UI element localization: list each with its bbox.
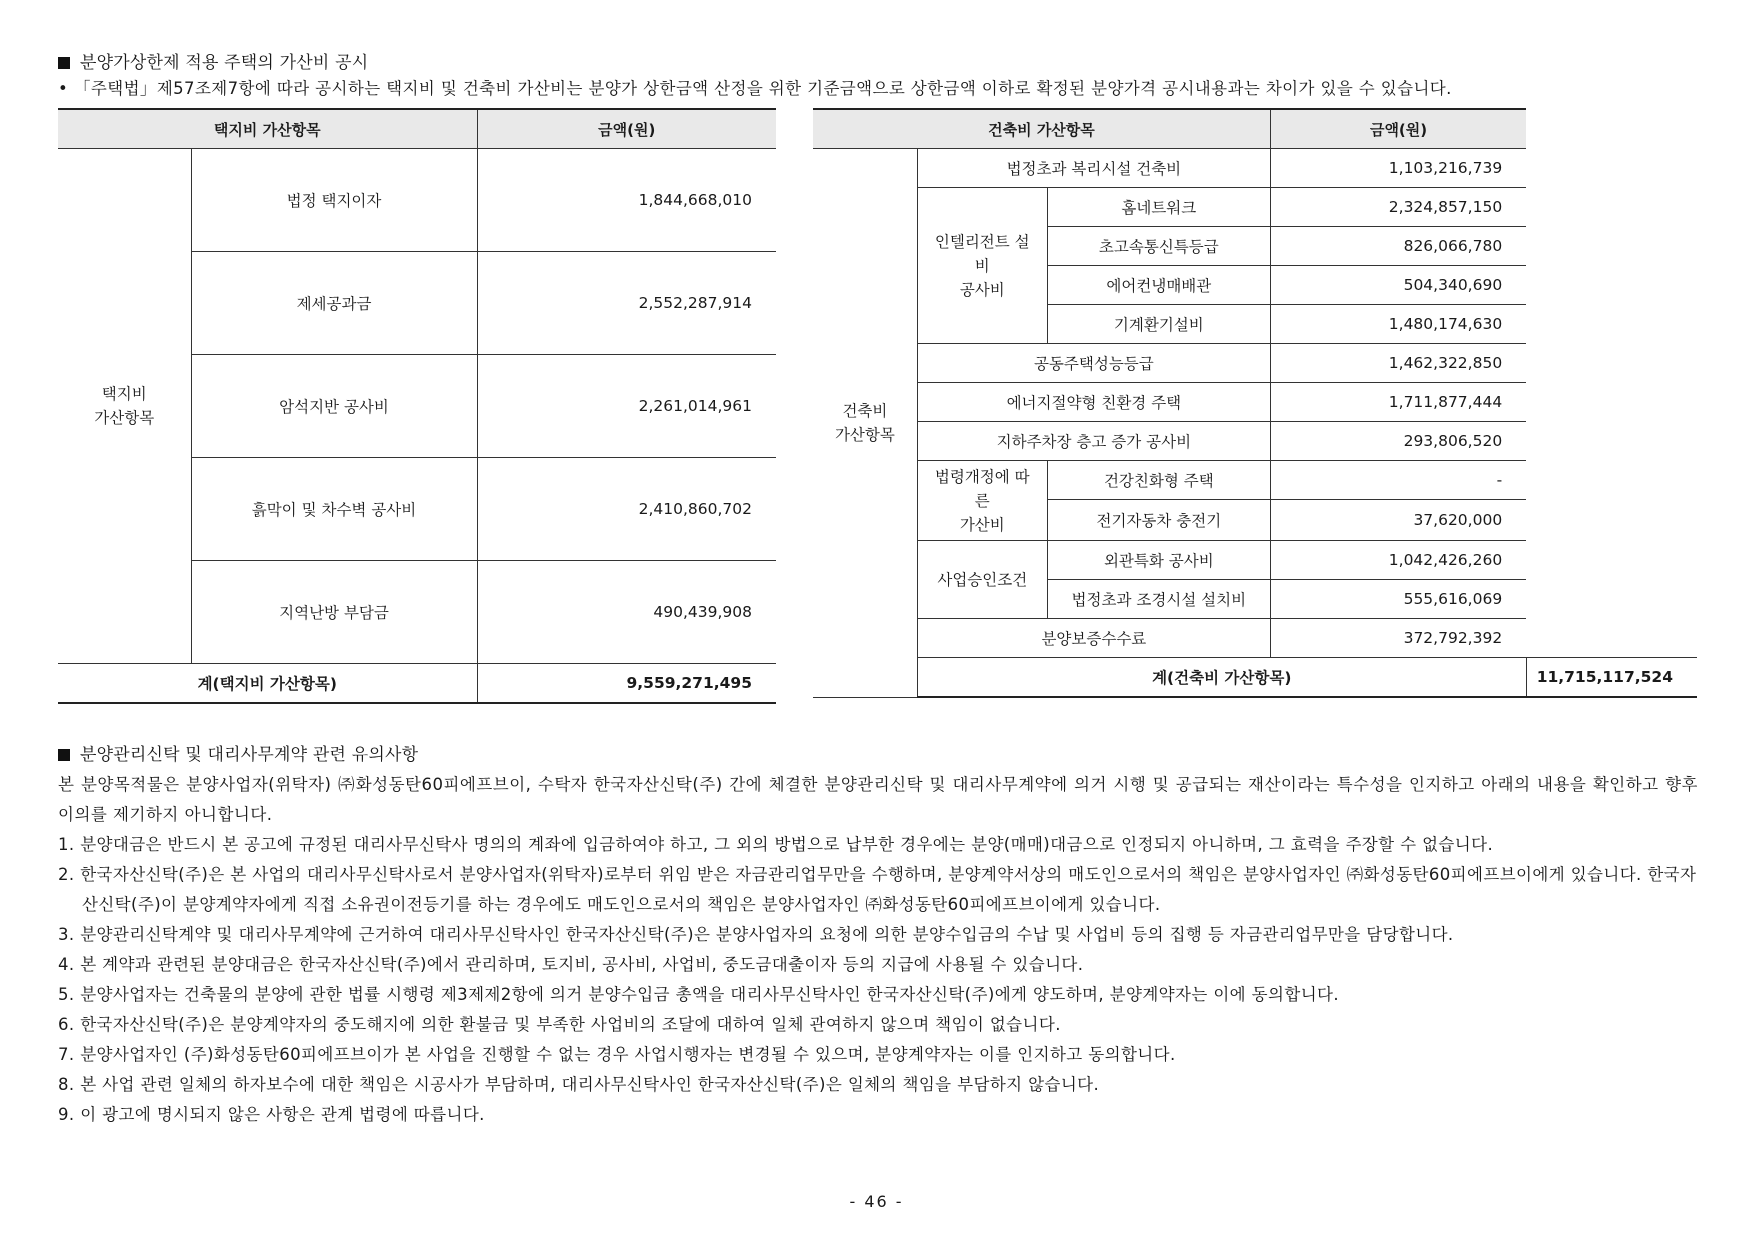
- build-item: 초고속통신특등급: [1047, 227, 1270, 266]
- table-row: [813, 422, 1697, 461]
- approval-group-label: 사업승인조건: [917, 541, 1047, 619]
- build-amount: 1,480,174,630: [1270, 305, 1526, 344]
- note-text: 「주택법」제57조제7항에 따라 공시하는 택지비 및 건축비 가산비는 분양가 상한금액 산정을 위한 기준금액으로 상한금액 이하로 확정된 분양가격 공시내용과는 차이가 있을 수 있습니다.: [74, 79, 1452, 98]
- list-item: 2. 한국자산신탁(주)은 본 사업의 대리사무신탁사로서 분양사업자(위탁자)로부터 위임 받은 자금관리업무만을 수행하며, 분양계약서상의 매도인으로서의 책임은 분양사업자인 ㈜화성동탄60피에프브이에게 있습니다. 한국자산신탁(주)이 분양계약자에게 직접 소유권이전등기를 하는 경우에도 매도인으로서의 책임은 분양사업자인 ㈜화성동탄60피에프브이에게 있습니다.: [58, 865, 1697, 914]
- build-total-row: [813, 658, 1697, 698]
- build-item: 지하주차장 층고 증가 공사비: [917, 422, 1270, 461]
- trust-notice-section: [58, 742, 1698, 1130]
- land-amount: 1,844,668,010: [477, 149, 776, 252]
- land-amount: 2,410,860,702: [477, 458, 776, 561]
- intelligent-group-text: 인텔리전트 설비 공사비: [934, 232, 1030, 299]
- build-surcharge-table: [813, 108, 1697, 698]
- land-amount: 2,552,287,914: [477, 252, 776, 355]
- land-item: 법정 택지이자: [191, 149, 477, 252]
- build-amount: 1,462,322,850: [1270, 344, 1526, 383]
- table-row: [813, 541, 1697, 580]
- land-amount: 2,261,014,961: [477, 355, 776, 458]
- build-item: 법정초과 조경시설 설치비: [1047, 580, 1270, 619]
- build-amount: 504,340,690: [1270, 266, 1526, 305]
- table-row: [813, 188, 1697, 227]
- build-amount: 826,066,780: [1270, 227, 1526, 266]
- build-item: 에너지절약형 친환경 주택: [917, 383, 1270, 422]
- build-item: 법정초과 복리시설 건축비: [917, 149, 1270, 188]
- list-item: 4. 본 계약과 관련된 분양대금은 한국자산신탁(주)에서 관리하며, 토지비, 공사비, 사업비, 중도금대출이자 등의 지급에 사용될 수 있습니다.: [58, 955, 1084, 974]
- build-item: 건강친화형 주택: [1047, 461, 1270, 500]
- land-item: 제세공과금: [191, 252, 477, 355]
- section-title-text: 분양가상한제 적용 주택의 가산비 공시: [80, 53, 369, 73]
- build-amount: 1,042,426,260: [1270, 541, 1526, 580]
- build-amount: 293,806,520: [1270, 422, 1526, 461]
- law-group-text: 법령개정에 따른 가산비: [934, 467, 1030, 534]
- land-surcharge-table: [58, 108, 776, 704]
- build-amount: 1,711,877,444: [1270, 383, 1526, 422]
- build-item: 홈네트워크: [1047, 188, 1270, 227]
- build-item: 분양보증수수료: [917, 619, 1270, 658]
- header-land-item: 택지비 가산항목: [58, 109, 477, 149]
- land-total-label: 계(택지비 가산항목): [58, 664, 477, 704]
- list-item: 5. 분양사업자는 건축물의 분양에 관한 법률 시행령 제3제제2항에 의거 분양수입금 총액을 대리사무신탁사인 한국자산신탁(주)에게 양도하며, 분양계약자는 이에 동의합니다.: [58, 985, 1340, 1004]
- build-item: 외관특화 공사비: [1047, 541, 1270, 580]
- land-total-row: [58, 664, 776, 704]
- list-item: 3. 분양관리신탁계약 및 대리사무계약에 근거하여 대리사무신탁사인 한국자산신탁(주)은 분양사업자의 요청에 의한 분양수입금의 수납 및 사업비 등의 집행 등 자금관리업무만을 담당합니다.: [58, 925, 1454, 944]
- build-group-label: [813, 149, 917, 698]
- land-group-text: 택지비 가산항목: [94, 385, 155, 427]
- build-amount: -: [1270, 461, 1526, 500]
- header-build-item: 건축비 가산항목: [813, 109, 1270, 149]
- table-row: [58, 149, 776, 252]
- header-land-amount: 금액(원): [477, 109, 776, 149]
- section-title-text: 분양관리신탁 및 대리사무계약 관련 유의사항: [80, 745, 419, 765]
- land-amount: 490,439,908: [477, 561, 776, 664]
- build-amount: 1,103,216,739: [1270, 149, 1526, 188]
- page-number: - 46 -: [849, 1192, 904, 1211]
- build-item: 에어컨냉매배관: [1047, 266, 1270, 305]
- table-row: [813, 461, 1697, 500]
- build-amount: 37,620,000: [1270, 500, 1526, 541]
- list-item: 6. 한국자산신탁(주)은 분양계약자의 중도해지에 의한 환불금 및 부족한 사업비의 조달에 대하여 일체 관여하지 않으며 책임이 없습니다.: [58, 1015, 1061, 1034]
- build-item: 전기자동차 충전기: [1047, 500, 1270, 541]
- build-total-label: 계(건축비 가산항목): [917, 658, 1526, 698]
- list-item: 9. 이 광고에 명시되지 않은 사항은 관계 법령에 따릅니다.: [58, 1105, 485, 1124]
- land-item: 지역난방 부담금: [191, 561, 477, 664]
- build-group-text: 건축비 가산항목: [834, 401, 895, 444]
- square-bullet-icon: [58, 57, 70, 69]
- list-item: 1. 분양대금은 반드시 본 공고에 규정된 대리사무신탁사 명의의 계좌에 입금하여야 하고, 그 외의 방법으로 납부한 경우에는 분양(매매)대금으로 인정되지 아니하며, 그 효력을 주장할 수 없습니다.: [58, 835, 1494, 854]
- trust-intro: 본 분양목적물은 분양사업자(위탁자) ㈜화성동탄60피에프브이, 수탁자 한국자산신탁(주) 간에 체결한 분양관리신탁 및 대리사무계약에 의거 시행 및 공급되는 재산이라는 특수성을 인지하고 아래의 내용을 확인하고 향후 이의를 제기하지 아니합니다.: [58, 775, 1698, 824]
- build-item: 기계환기설비: [1047, 305, 1270, 344]
- table-row: [813, 383, 1697, 422]
- build-amount: 555,616,069: [1270, 580, 1526, 619]
- section-note: [58, 76, 1698, 102]
- land-item: 흙막이 및 차수벽 공사비: [191, 458, 477, 561]
- square-bullet-icon: [58, 749, 70, 761]
- land-group-label: [58, 149, 191, 664]
- build-total-amount: 11,715,117,524: [1526, 658, 1697, 698]
- section-title-trust: [58, 742, 1698, 768]
- land-total-amount: 9,559,271,495: [477, 664, 776, 704]
- intelligent-group-label: [917, 188, 1047, 344]
- section-title-surcharge: [58, 50, 1698, 76]
- law-group-label: [917, 461, 1047, 541]
- table-row: [813, 149, 1697, 188]
- list-item: 8. 본 사업 관련 일체의 하자보수에 대한 책임은 시공사가 부담하며, 대리사무신탁사인 한국자산신탁(주)은 일체의 책임을 부담하지 않습니다.: [58, 1075, 1100, 1094]
- build-amount: 2,324,857,150: [1270, 188, 1526, 227]
- build-item: 공동주택성능등급: [917, 344, 1270, 383]
- list-item: 7. 분양사업자인 (주)화성동탄60피에프브이가 본 사업을 진행할 수 없는 경우 사업시행자는 변경될 수 있으며, 분양계약자는 이를 인지하고 동의합니다.: [58, 1045, 1176, 1064]
- land-item: 암석지반 공사비: [191, 355, 477, 458]
- table-row: [813, 619, 1697, 658]
- tables-area: [58, 108, 1698, 708]
- build-amount: 372,792,392: [1270, 619, 1526, 658]
- bullet-icon: •: [58, 79, 69, 98]
- table-row: [813, 344, 1697, 383]
- document-page: [58, 50, 1698, 708]
- header-build-amount: 금액(원): [1270, 109, 1526, 149]
